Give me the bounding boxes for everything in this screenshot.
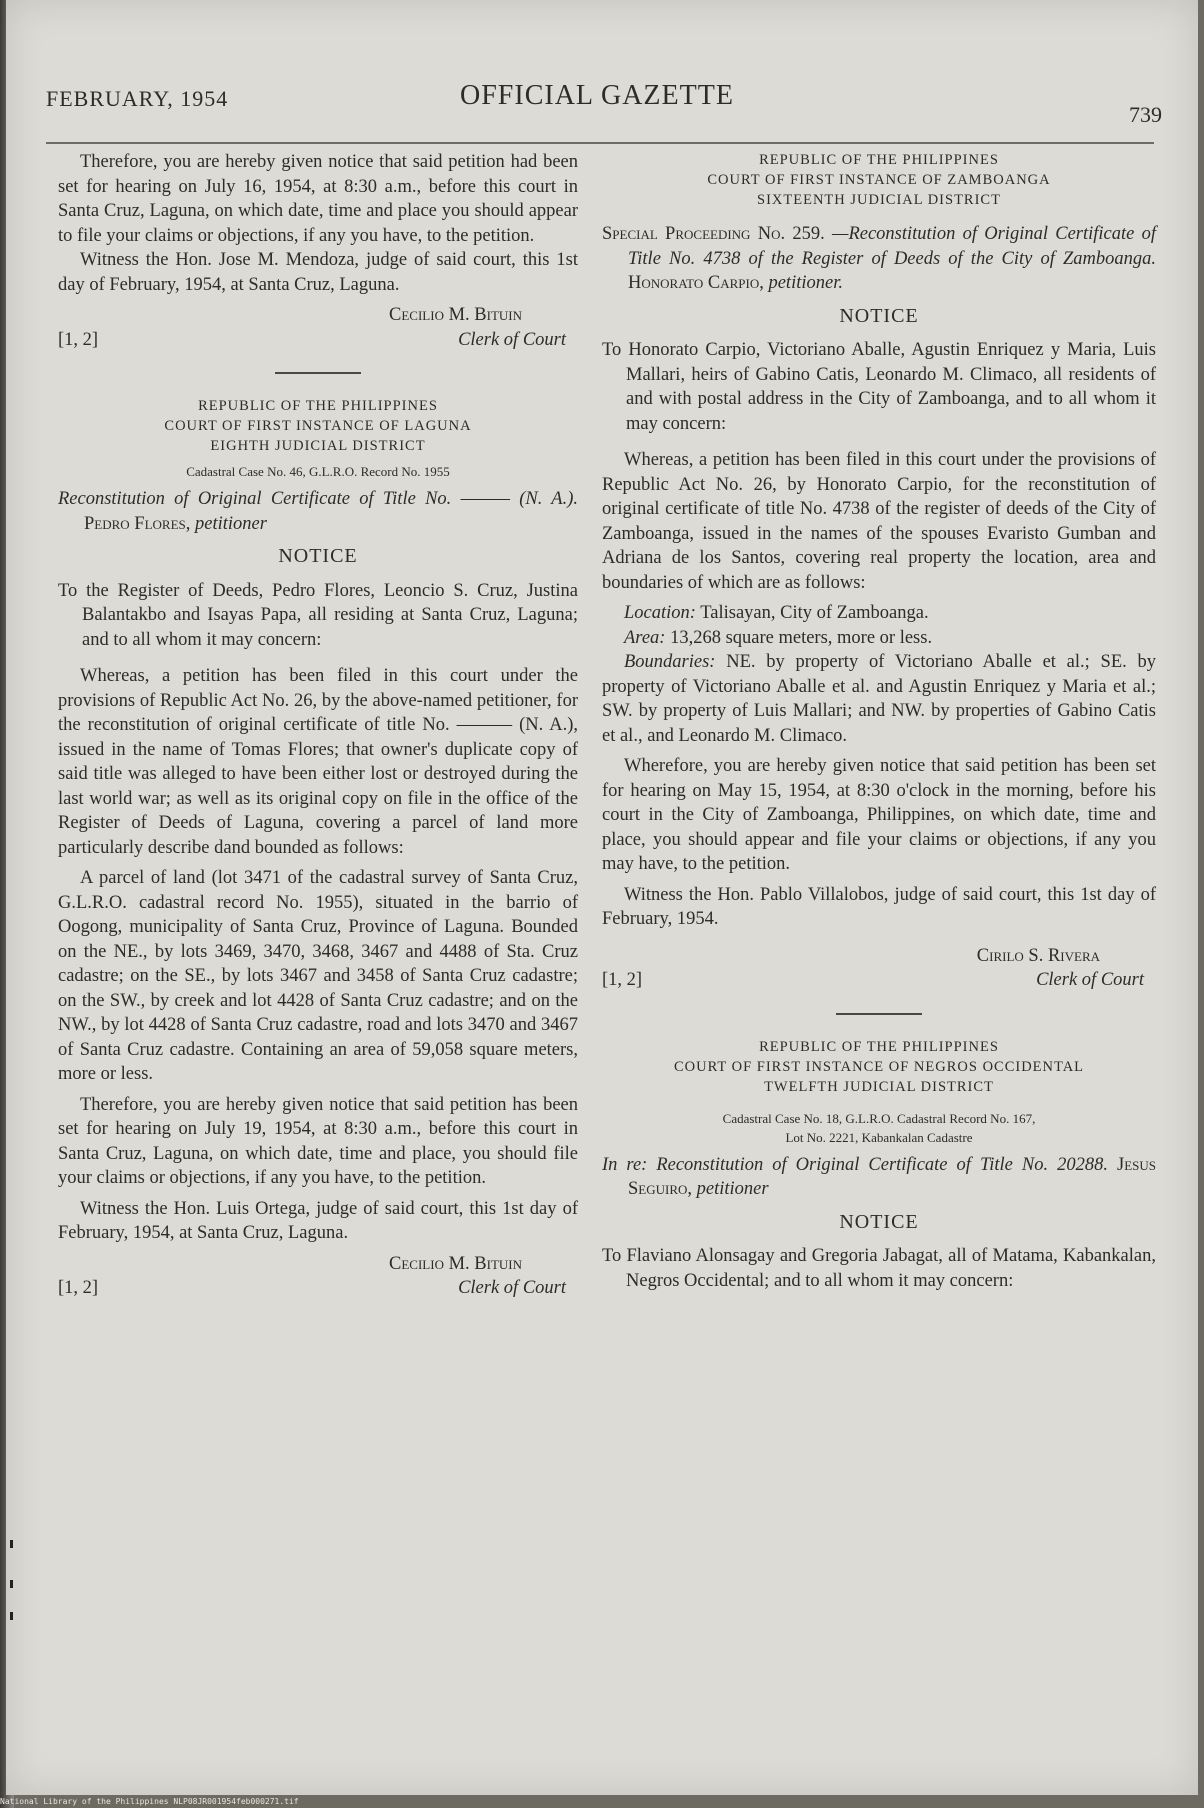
- publication-title: OFFICIAL GAZETTE: [460, 80, 734, 111]
- special-proceeding-label: Special Proceeding No. 259.: [602, 224, 825, 244]
- notice-addressees: To the Register of Deeds, Pedro Flores, Leoncio S. Cruz, Justina Balantakbo and Isayas Papa, all residing at Santa Cruz, Laguna; and to all whom it may concern:: [58, 580, 578, 650]
- court-heading: COURT OF FIRST INSTANCE OF LAGUNA: [164, 418, 472, 434]
- case-title-text: In re: Reconstitution of Original Certificate of Title No. 20288.: [602, 1154, 1108, 1175]
- petitioner-name: Honorato Carpio,: [628, 273, 764, 293]
- continued-witness: Witness the Hon. Jose M. Mendoza, judge of said court, this 1st day of February, 1954, at Santa Cruz, Laguna.: [58, 250, 578, 295]
- case-number: Cadastral Case No. 46, G.L.R.O. Record No. 1955: [186, 464, 450, 479]
- scan-source-footer: National Library of the Philippines NLP08JR001954feb000271.tif: [0, 1797, 299, 1806]
- court-heading: COURT OF FIRST INSTANCE OF NEGROS OCCIDENTAL: [673, 1058, 1085, 1075]
- boundaries-label: Boundaries:: [624, 652, 716, 672]
- therefore-paragraph: Therefore, you are hereby given notice that said petition has been set for hearing on July 19, 1954, at 8:30 a.m., before this court in Santa Cruz, Laguna, on which date, time and place, you should file your claims or objections, if any you have, to the petition.: [58, 1094, 578, 1188]
- case-title: [602, 222, 1156, 296]
- signature-name: Cecilio M. Bituin: [389, 305, 522, 325]
- left-column: [58, 150, 578, 1301]
- continued-paragraph: Therefore, you are hereby given notice that said petition had been set for hearing on July 16, 1954, at 8:30 a.m., before this court in Santa Cruz, Laguna, on which date, time and place you should appear to file your claims or objections, if any you have, to the petition.: [58, 152, 578, 246]
- republic-heading: REPUBLIC OF THE PHILIPPINES: [198, 398, 438, 414]
- notice-heading: NOTICE: [839, 1210, 919, 1233]
- district-heading: EIGHTH JUDICIAL DISTRICT: [210, 438, 426, 454]
- case-title-text: Reconstitution of Original Certificate of Title No.: [58, 489, 452, 509]
- district-heading: TWELFTH JUDICIAL DISTRICT: [764, 1078, 994, 1095]
- whereas-paragraph: Whereas, a petition has been filed in this court under the provisions of Republic Act No. 26, by the above-named petitioner, for the reconstitution of original certificate of title No. ——— (N. A.), issued in the name of Tomas Flores; that owner's duplicate copy of said title was alleged to have been either lost or destroyed during the last world war; as well as its original copy on file in the office of the Register of Deeds of Laguna, covering a parcel of land more particularly describe dand bounded as follows:: [58, 666, 578, 858]
- case-title: [58, 487, 578, 536]
- boundaries-value: NE. by property of Victoriano Aballe et al.; SE. by property of Victoriano Aballe et al. and Agustin Enriquez y Maria et al.; SW. by property of Luis Mallari; and NW. by properties of Gabino Catis et al., and Leonardo M. Climaco.: [602, 652, 1157, 746]
- signature-role: Clerk of Court: [1036, 970, 1144, 990]
- case-number: Cadastral Case No. 18, G.L.R.O. Cadastral Record No. 167,: [722, 1110, 1036, 1126]
- district-heading: SIXTEENTH JUDICIAL DISTRICT: [757, 192, 1001, 208]
- witness-paragraph: Witness the Hon. Pablo Villalobos, judge of said court, this 1st day of February, 1954.: [602, 884, 1156, 929]
- parcel-description: A parcel of land (lot 3471 of the cadastral survey of Santa Cruz, G.L.R.O. cadastral record No. 1955), situated in the barrio of Oogong, municipality of Santa Cruz, Province of Laguna. Bounded on the NE., by lots 3469, 3470, 3468, 3467 and 4488 of Sta. Cruz cadastre; on the SE., by lots 3467 and 3458 of Santa Cruz cadastre; on the SW., by creek and lot 4428 of Santa Cruz cadastre; and on the NW., by lot 4428 of Santa Cruz cadastre, road and lots 3470 and 3467 of Santa Cruz cadastre. Containing an area of 59,058 square meters, more or less.: [58, 868, 578, 1084]
- location-line: [602, 601, 1156, 626]
- republic-heading: REPUBLIC OF THE PHILIPPINES: [759, 152, 999, 168]
- signature-role: Clerk of Court: [458, 329, 566, 350]
- page-header: [46, 80, 1166, 130]
- notice-addressees: To Flaviano Alonsagay and Gregoria Jabagat, all of Matama, Kabankalan, Negros Occidental; and to all whom it may concern:: [602, 1246, 1156, 1291]
- petitioner-label: petitioner.: [768, 273, 843, 293]
- signature-role: Clerk of Court: [458, 1278, 566, 1298]
- court-heading: COURT OF FIRST INSTANCE OF ZAMBOANGA: [707, 172, 1051, 188]
- signature-line: [58, 328, 578, 353]
- case-title-number: ——— (N. A.).: [460, 489, 578, 509]
- case-title-text: —Reconstitution of Original Certificate of Title No. 4738 of the Register of Deeds of the City of Zamboanga.: [628, 224, 1157, 269]
- signature-name: Cecilio M. Bituin: [389, 1253, 522, 1274]
- notice-separator: [836, 1013, 922, 1015]
- signature-line: [602, 968, 1156, 993]
- boundaries-line: [602, 650, 1156, 748]
- signature-line: [58, 1276, 578, 1301]
- petitioner-label: petitioner: [696, 1179, 769, 1199]
- whereas-paragraph: Whereas, a petition has been filed in this court under the provisions of Republic Act No. 26, by Honorato Carpio, for the reconstitution of original certificate of title No. 4738 of the register of deeds of the City of Zamboanga, issued in the names of the spouses Evaristo Gumban and Adriana de los Santos, covering real property the location, area and boundaries of which are as follows:: [602, 450, 1156, 593]
- page-number: 739: [1129, 102, 1162, 127]
- notice-heading: NOTICE: [278, 545, 358, 567]
- notice-heading: NOTICE: [839, 304, 919, 327]
- notice-separator: [275, 372, 361, 374]
- case-title: [602, 1153, 1156, 1202]
- notice-addressees: To Honorato Carpio, Victoriano Aballe, Agustin Enriquez y Maria, Luis Mallari, heirs of Gabino Catis, Leonardo M. Climaco, all residents of and with postal address in the City of Zamboanga, and to all whom it may concern:: [602, 340, 1156, 434]
- location-label: Location:: [624, 603, 696, 623]
- area-line: [602, 626, 1156, 651]
- issue-date: FEBRUARY, 1954: [46, 86, 229, 111]
- margin-mark: [10, 1612, 13, 1620]
- publication-ref: [1, 2]: [602, 970, 643, 990]
- petitioner-name: Pedro Flores,: [84, 513, 191, 534]
- header-rule: [46, 142, 1154, 144]
- petitioner-name: Jesus Seguiro,: [628, 1154, 1157, 1199]
- right-column: [602, 150, 1156, 1293]
- area-label: Area:: [624, 627, 666, 648]
- lot-number: Lot No. 2221, Kabankalan Cadastre: [785, 1129, 973, 1145]
- wherefore-paragraph: Wherefore, you are hereby given notice that said petition has been set for hearing on May 15, 1954, at 8:30 o'clock in the morning, before his court in the City of Zamboanga, Philippines, on which date, time and place, you should appear and file your claims or objections, if any you may have, to the petition.: [602, 756, 1156, 874]
- petitioner-label: petitioner: [195, 513, 267, 534]
- signature-name: Cirilo S. Rivera: [976, 945, 1100, 966]
- gazette-page: [6, 0, 1198, 1795]
- area-value: 13,268 square meters, more or less.: [670, 627, 933, 648]
- margin-mark: [10, 1580, 13, 1588]
- publication-ref: [1, 2]: [58, 329, 99, 350]
- publication-ref: [1, 2]: [58, 1278, 99, 1298]
- location-value: Talisayan, City of Zamboanga.: [700, 603, 929, 623]
- witness-paragraph: Witness the Hon. Luis Ortega, judge of said court, this 1st day of February, 1954, at Santa Cruz, Laguna.: [58, 1198, 578, 1243]
- margin-mark: [10, 1540, 13, 1548]
- republic-heading: REPUBLIC OF THE PHILIPPINES: [759, 1038, 999, 1055]
